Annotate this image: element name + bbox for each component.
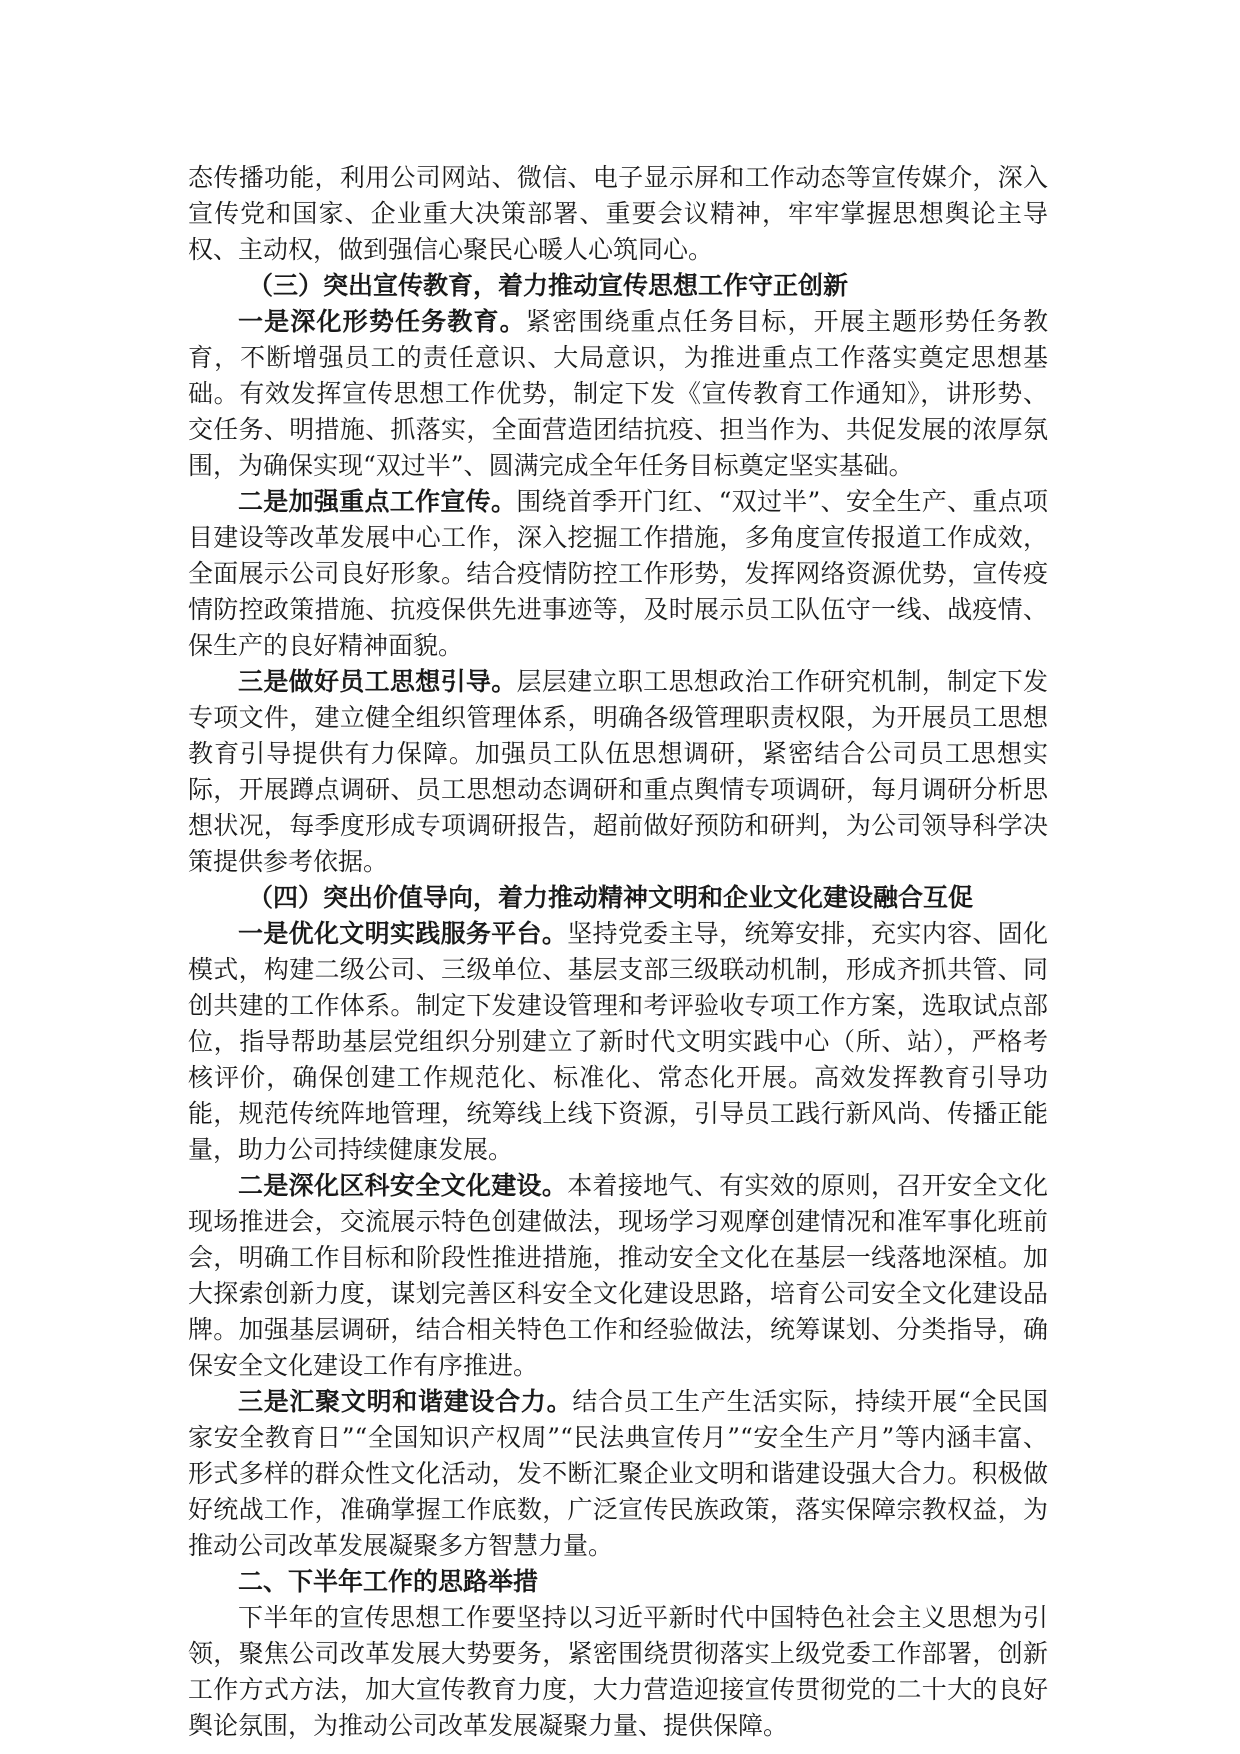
item-lead: 一是优化文明实践服务平台。 [238, 919, 568, 948]
item-text: 层层建立职工思想政治工作研究机制，制定下发专项文件，建立健全组织管理体系，明确各级管理职责权限，为开展员工思想教育引导提供有力保障。加强员工队伍思想调研，紧密结合公司员工思想实际，开展蹲点调研、员工思想动态调研和重点舆情专项调研，每月调研分析思想状况，每季度形成专项调研报告，超前做好预防和研判，为公司领导科学决策提供参考依据。 [188, 667, 1048, 876]
section-4-heading: （四）突出价值导向，着力推动精神文明和企业文化建设融合互促 [248, 883, 974, 912]
part-2-paragraph: 下半年的宣传思想工作要坚持以习近平新时代中国特色社会主义思想为引领，聚焦公司改革发展大势要务，紧密围绕贯彻落实上级党委工作部署，创新工作方式方法，加大宣传教育力度，大力营造迎接宣传贯彻党的二十大的良好舆论氛围，为推动公司改革发展凝聚力量、提供保障。 [188, 1603, 1048, 1740]
item-lead: 一是深化形势任务教育。 [238, 307, 526, 336]
part-2-heading: 二、下半年工作的思路举措 [238, 1567, 539, 1596]
item-text: 围绕首季开门红、“双过半”、安全生产、重点项目建设等改革发展中心工作，深入挖掘工作措施，多角度宣传报道工作成效，全面展示公司良好形象。结合疫情防控工作形势，发挥网络资源优势，宣传疫情防控政策措施、抗疫保供先进事迹等，及时展示员工队伍守一线、战疫情、保生产的良好精神面貌。 [188, 487, 1048, 660]
item-lead: 二是深化区科安全文化建设。 [238, 1171, 568, 1200]
item-text: 紧密围绕重点任务目标，开展主题形势任务教育，不断增强员工的责任意识、大局意识，为推进重点工作落实奠定思想基础。有效发挥宣传思想工作优势，制定下发《宣传教育工作通知》，讲形势、交任务、明措施、抓落实，全面营造团结抗疫、担当作为、共促发展的浓厚氛围，为确保实现“双过半”、圆满完成全年任务目标奠定坚实基础。 [188, 307, 1048, 480]
item-lead: 二是加强重点工作宣传。 [238, 487, 517, 516]
section-4-item-3 [188, 1384, 1048, 1564]
document-page [188, 160, 1048, 1744]
section-3-item-3 [188, 664, 1048, 880]
intro-continuation-paragraph: 态传播功能，利用公司网站、微信、电子显示屏和工作动态等宣传媒介，深入宣传党和国家、企业重大决策部署、重要会议精神，牢牢掌握思想舆论主导权、主动权，做到强信心聚民心暖人心筑同心。 [188, 163, 1048, 264]
item-lead: 三是汇聚文明和谐建设合力。 [238, 1387, 573, 1416]
section-4-item-2 [188, 1168, 1048, 1384]
section-3-item-2 [188, 484, 1048, 664]
section-4-item-1 [188, 916, 1048, 1168]
section-3-heading: （三）突出宣传教育，着力推动宣传思想工作守正创新 [248, 271, 849, 300]
item-text: 结合员工生产生活实际，持续开展“全民国家安全教育日”“全国知识产权周”“民法典宣传月”“安全生产月”等内涵丰富、形式多样的群众性文化活动，发不断汇聚企业文明和谐建设强大合力。积极做好统战工作，准确掌握工作底数，广泛宣传民族政策，落实保障宗教权益，为推动公司改革发展凝聚多方智慧力量。 [188, 1387, 1048, 1560]
item-text: 坚持党委主导，统筹安排，充实内容、固化模式，构建二级公司、三级单位、基层支部三级联动机制，形成齐抓共管、同创共建的工作体系。制定下发建设管理和考评验收专项工作方案，选取试点部位，指导帮助基层党组织分别建立了新时代文明实践中心（所、站），严格考核评价，确保创建工作规范化、标准化、常态化开展。高效发挥教育引导功能，规范传统阵地管理，统筹线上线下资源，引导员工践行新风尚、传播正能量，助力公司持续健康发展。 [188, 919, 1048, 1164]
item-text: 本着接地气、有实效的原则，召开安全文化现场推进会，交流展示特色创建做法，现场学习观摩创建情况和准军事化班前会，明确工作目标和阶段性推进措施，推动安全文化在基层一线落地深植。加大探索创新力度，谋划完善区科安全文化建设思路，培育公司安全文化建设品牌。加强基层调研，结合相关特色工作和经验做法，统筹谋划、分类指导，确保安全文化建设工作有序推进。 [188, 1171, 1048, 1380]
item-lead: 三是做好员工思想引导。 [238, 667, 517, 696]
section-3-item-1 [188, 304, 1048, 484]
